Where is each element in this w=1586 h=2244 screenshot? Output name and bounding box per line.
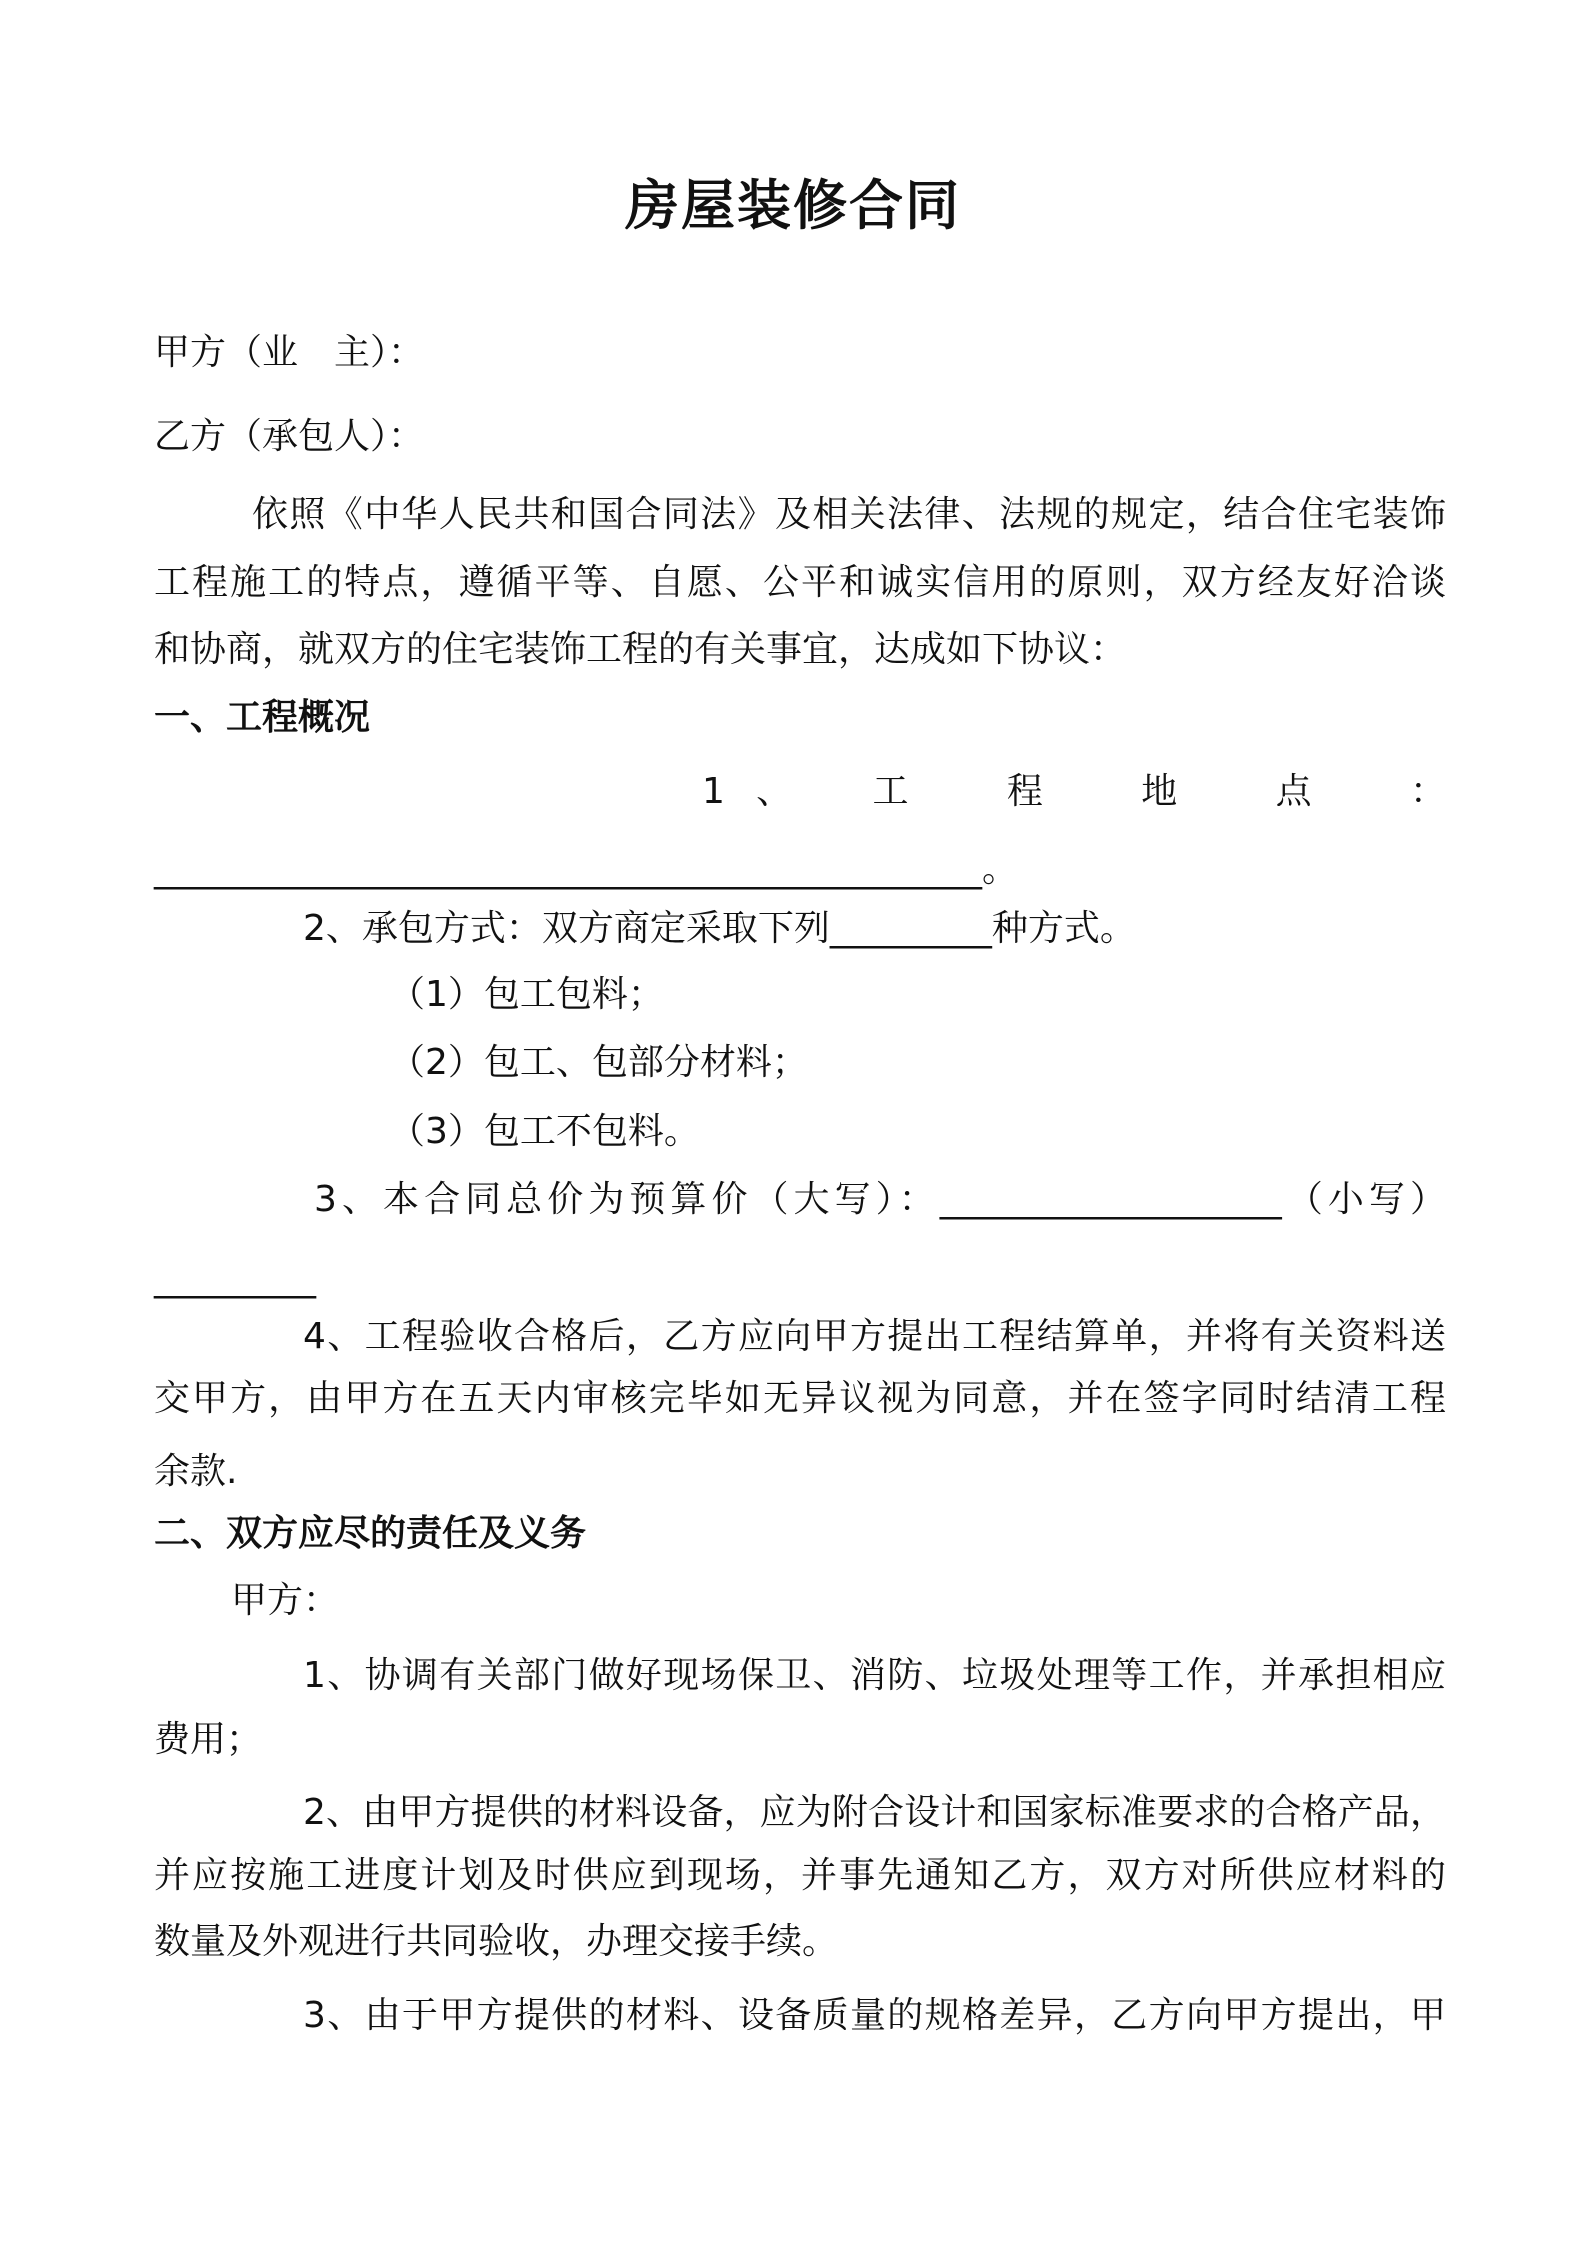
contract-option: （2）包工、包部分材料； <box>389 1042 808 1083</box>
project-location-label: 1、 工 程 地 点 ： <box>702 771 1446 812</box>
duty-line: 并应按施工进度计划及时供应到现场，并事先通知乙方，双方对所供应材料的 <box>154 1855 1446 1896</box>
contract-method: 2、承包方式：双方商定采取下列_________种方式。 <box>303 908 1136 949</box>
party-a-duties-label: 甲方： <box>231 1580 340 1621</box>
acceptance-line: 交甲方，由甲方在五天内审核完毕如无异议视为同意，并在签字同时结清工程 <box>154 1378 1446 1419</box>
party-b-label: 乙方（承包人）： <box>154 416 425 457</box>
total-price-blank: _________ <box>154 1258 316 1299</box>
duty-line: 3、由于甲方提供的材料、设备质量的规格差异，乙方向甲方提出，甲 <box>303 1995 1446 2036</box>
total-price-line: 3、本合同总价为预算价（大写）：___________________（小写） <box>314 1179 1446 1220</box>
party-a-label: 甲方（业 主）： <box>154 332 425 373</box>
section-heading: 一、工程概况 <box>154 697 371 738</box>
duty-line: 2、由甲方提供的材料设备，应为附合设计和国家标准要求的合格产品， <box>303 1792 1446 1833</box>
acceptance-line: 4、工程验收合格后，乙方应向甲方提出工程结算单，并将有关资料送 <box>303 1316 1446 1357</box>
duty-line: 1、协调有关部门做好现场保卫、消防、垃圾处理等工作，并承担相应 <box>303 1655 1446 1696</box>
project-location-blank: ______________________________________________。 <box>154 849 1018 890</box>
contract-option: （1）包工包料； <box>389 974 664 1015</box>
contract-option: （3）包工不包料。 <box>389 1111 700 1152</box>
preamble-line: 工程施工的特点，遵循平等、自愿、公平和诚实信用的原则，双方经友好洽谈 <box>154 562 1446 603</box>
acceptance-line: 余款. <box>154 1451 238 1492</box>
preamble-line: 依照《中华人民共和国合同法》及相关法律、法规的规定，结合住宅装饰 <box>252 494 1446 535</box>
duty-line: 数量及外观进行共同验收，办理交接手续。 <box>154 1921 839 1962</box>
section-heading: 二、双方应尽的责任及义务 <box>154 1513 587 1554</box>
duty-line: 费用； <box>154 1719 263 1760</box>
preamble-line: 和协商，就双方的住宅装饰工程的有关事宜，达成如下协议： <box>154 629 1127 670</box>
document-title: 房屋装修合同 <box>625 174 961 237</box>
